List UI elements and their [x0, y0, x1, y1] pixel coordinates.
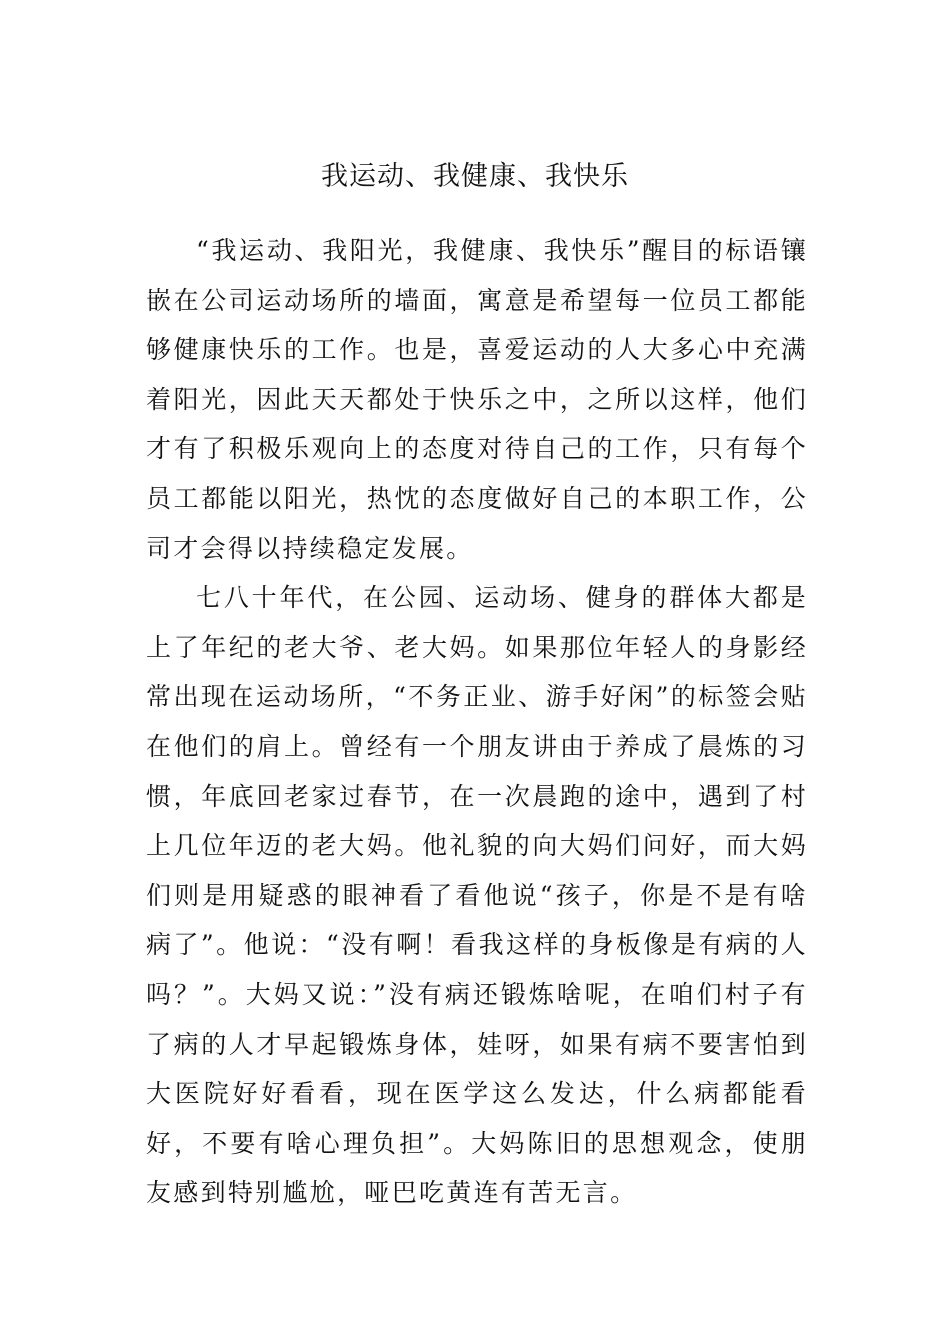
document-title: 我运动、我健康、我快乐 [321, 161, 629, 192]
paragraph-1: “我运动、我阳光，我健康、我快乐”醒目的标语镶嵌在公司运动场所的墙面，寓意是希望每一位员工都能够健康快乐的工作。也是，喜爱运动的人大多心中充满着阳光，因此天天都处于快乐之中，之所以这样，他们才有了积极乐观向上的态度对待自己的工作，只有每个员工都能以阳光，热忱的态度做好自己的本职工作，公司才会得以持续稳定发展。 [146, 236, 808, 563]
paragraph-2: 七八十年代，在公园、运动场、健身的群体大都是上了年纪的老大爷、老大妈。如果那位年轻人的身影经常出现在运动场所，“不务正业、游手好闲”的标签会贴在他们的肩上。曾经有一个朋友讲由于养成了晨炼的习惯，年底回老家过春节，在一次晨跑的途中，遇到了村上几位年迈的老大妈。他礼貌的向大妈们问好，而大妈们则是用疑惑的眼神看了看他说“孩子，你是不是有啥病了”。他说：“没有啊！看我这样的身板像是有病的人吗？”。大妈又说：”没有病还锻炼啥呢，在咱们村子有了病的人才早起锻炼身体，娃呀，如果有病不要害怕到大医院好好看看，现在医学这么发达，什么病都能看好，不要有啥心理负担”。大妈陈旧的思想观念，使朋友感到特别尴尬，哑巴吃黄连有苦无言。 [146, 583, 808, 1208]
document-body [146, 226, 808, 1218]
